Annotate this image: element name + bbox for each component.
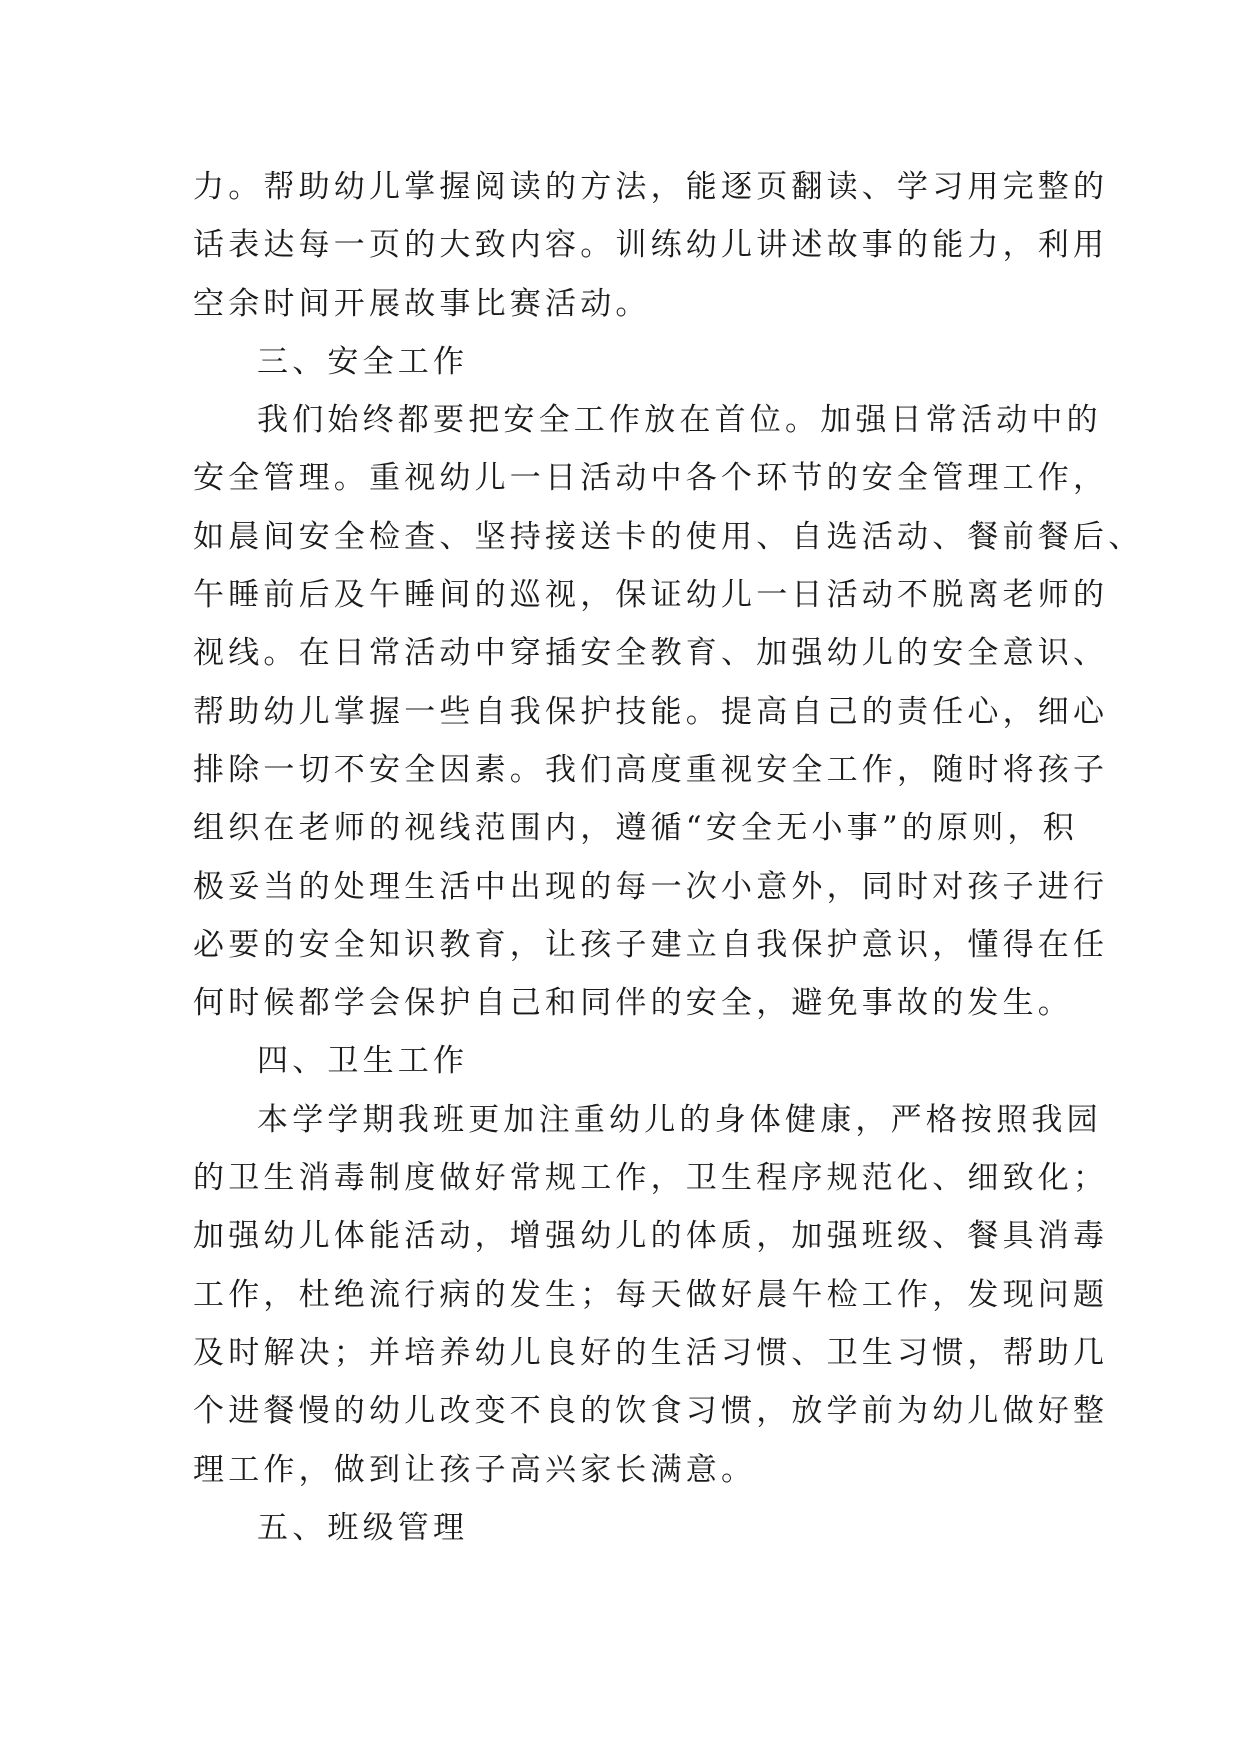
- paragraph-first-line: 五、班级管理: [257, 1509, 469, 1546]
- text-line: 组织在老师的视线范围内，遵循“安全无小事”的原则，积: [193, 810, 1078, 847]
- document-body: [193, 158, 1144, 1557]
- text-line: 的卫生消毒制度做好常规工作，卫生程序规范化、细致化；: [193, 1160, 1109, 1197]
- paragraph-first-line: 三、安全工作: [257, 343, 469, 380]
- text-line: 力。帮助幼儿掌握阅读的方法，能逐页翻读、学习用完整的: [193, 169, 1109, 205]
- text-line: 安全管理。重视幼儿一日活动中各个环节的安全管理工作，: [193, 460, 1109, 497]
- text-line: 工作，杜绝流行病的发生；每天做好晨午检工作，发现问题: [193, 1276, 1109, 1313]
- text-line: 空余时间开展故事比赛活动。: [193, 285, 651, 322]
- paragraph-first-line: 本学学期我班更加注重幼儿的身体健康，严格按照我园: [257, 1101, 1102, 1138]
- text-line: 理工作，做到让孩子高兴家长满意。: [193, 1451, 757, 1488]
- text-line: 加强幼儿体能活动，增强幼儿的体质，加强班级、餐具消毒: [193, 1218, 1109, 1255]
- text-line: 排除一切不安全因素。我们高度重视安全工作，随时将孩子: [193, 751, 1109, 788]
- text-line: 及时解决；并培养幼儿良好的生活习惯、卫生习惯，帮助几: [193, 1334, 1109, 1371]
- text-line: 必要的安全知识教育，让孩子建立自我保护意识，懂得在任: [193, 926, 1109, 963]
- paragraph-first-line: 四、卫生工作: [257, 1043, 469, 1080]
- text-line: 个进餐慢的幼儿改变不良的饮食习惯，放学前为幼儿做好整: [193, 1393, 1109, 1430]
- paragraph-first-line: 我们始终都要把安全工作放在首位。加强日常活动中的: [257, 402, 1102, 439]
- text-line: 如晨间安全检查、坚持接送卡的使用、自选活动、餐前餐后、: [193, 518, 1144, 555]
- text-line: 极妥当的处理生活中出现的每一次小意外，同时对孩子进行: [193, 868, 1109, 905]
- text-line: 视线。在日常活动中穿插安全教育、加强幼儿的安全意识、: [193, 635, 1109, 672]
- text-line: 午睡前后及午睡间的巡视，保证幼儿一日活动不脱离老师的: [193, 577, 1109, 614]
- text-line: 帮助幼儿掌握一些自我保护技能。提高自己的责任心，细心: [193, 693, 1109, 730]
- text-line: 话表达每一页的大致内容。训练幼儿讲述故事的能力，利用: [193, 227, 1109, 264]
- text-line: 何时候都学会保护自己和同伴的安全，避免事故的发生。: [193, 985, 1073, 1022]
